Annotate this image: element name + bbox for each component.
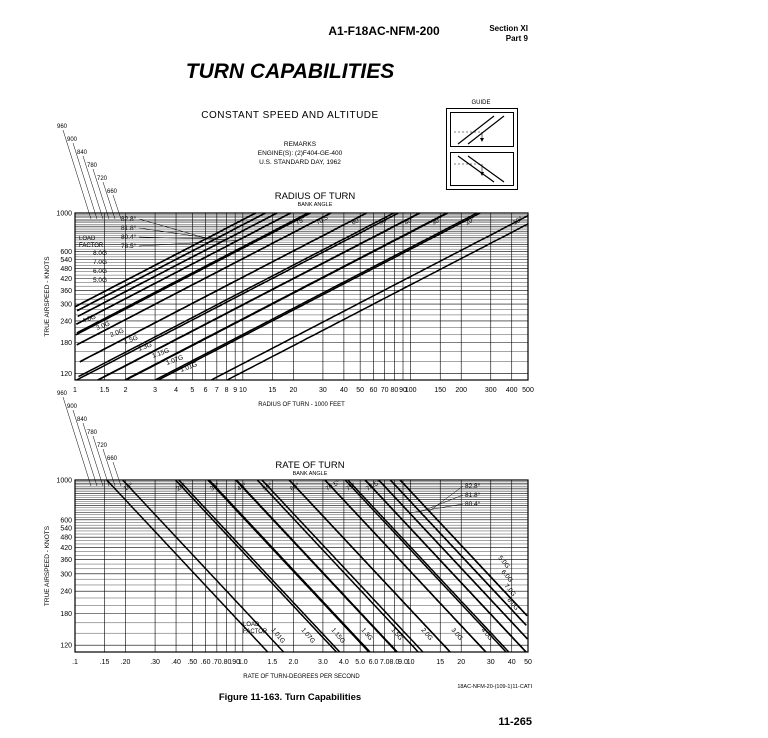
rate-speed-label: 900	[67, 404, 78, 410]
rate-x-tick: 40	[507, 659, 516, 666]
radius-bank-label: 70.5°	[314, 213, 332, 227]
rate-x-tick: 5.0	[355, 659, 366, 666]
radius-load-label: 6.0G	[93, 268, 108, 275]
rate-x-label: RATE OF TURN-DEGREES PER SECOND	[243, 674, 360, 680]
rate-y-tick: 600	[60, 517, 72, 525]
radius-load-title: FACTOR	[79, 243, 104, 249]
radius-speed-label: 720	[97, 176, 108, 182]
rate-x-tick: .20	[120, 659, 131, 666]
radius-x-tick: 4	[174, 387, 179, 394]
rate-y-tick: 360	[60, 557, 72, 565]
rate-y-tick: 420	[60, 545, 72, 553]
radius-y-tick: 120	[60, 370, 72, 378]
page-title: TURN CAPABILITIES	[185, 60, 395, 83]
rate-load-label: 5.0G	[496, 554, 511, 571]
radius-bank-label: 50°	[377, 215, 390, 227]
rate-load-title: LOAD	[243, 622, 260, 628]
rate-x-tick: .30	[150, 659, 160, 666]
radius-speed-label: 660	[107, 189, 118, 195]
rate-title: RATE OF TURN	[275, 460, 345, 471]
radius-x-tick: 20	[289, 387, 298, 394]
rate-y-tick: 540	[60, 525, 72, 533]
rate-x-tick: .90	[230, 659, 241, 666]
radius-bank-label: 60°	[350, 215, 363, 227]
rate-x-tick: 1.0	[237, 659, 248, 666]
rate-x-tick: 30	[486, 659, 495, 666]
rate-speed-label: 720	[97, 443, 108, 449]
radius-x-tick: 9	[233, 387, 238, 394]
rate-load-label: 7.0G	[502, 582, 517, 599]
radius-y-tick: 480	[60, 266, 72, 274]
rate-speed-leader	[63, 397, 91, 486]
rate-load-label: 8.0G	[505, 596, 520, 613]
radius-y-tick: 360	[60, 287, 72, 295]
rate-bank-label: 60°	[288, 481, 302, 493]
radius-load-label: 4.0G	[81, 313, 97, 325]
rate-y-tick: 240	[60, 588, 72, 596]
radius-x-tick: 8	[224, 387, 229, 394]
radius-load-label: 3.0G	[95, 320, 111, 332]
rate-x-tick: 9.0	[398, 659, 408, 666]
rate-load-line	[400, 480, 527, 616]
rate-bank-label: 78.5°	[365, 479, 382, 493]
page-number: 11-265	[498, 716, 532, 728]
rate-x-tick: .60	[200, 659, 211, 666]
radius-x-tick: 500	[522, 387, 534, 394]
radius-load-label: 2.0G	[109, 327, 125, 339]
rate-x-tick: 6.0	[368, 659, 379, 666]
radius-x-tick: 80	[390, 387, 399, 394]
document-id: A1-F18AC-NFM-200	[328, 24, 440, 38]
rate-speed-label: 660	[107, 456, 118, 462]
rate-bank-label: 75°	[344, 481, 357, 493]
radius-y-tick: 300	[60, 301, 72, 309]
rate-speed-label: 780	[87, 430, 98, 436]
rate-x-tick: 1.5	[267, 659, 278, 666]
radius-bank-label: 20°	[464, 215, 477, 227]
radius-x-tick: 100	[404, 387, 417, 394]
remarks-label: REMARKS	[283, 141, 317, 148]
rate-x-tick: .1	[72, 659, 78, 666]
radius-speed-leader	[63, 130, 91, 219]
radius-speed-label: 780	[87, 163, 98, 169]
radius-speed-leader	[113, 195, 121, 219]
remarks-engines: ENGINE(S): (2)F404-GE-400	[257, 150, 343, 157]
radius-bank-label: 75°	[294, 215, 307, 227]
radius-bank-label: 30°	[430, 215, 443, 227]
radius-high-bank-label: 82.8°	[121, 216, 137, 223]
radius-load-label: 5.0G	[93, 277, 108, 284]
chart-subtitle: CONSTANT SPEED AND ALTITUDE	[201, 110, 379, 121]
rate-x-tick: 3.0	[318, 659, 328, 666]
radius-x-tick: 150	[434, 387, 447, 394]
rate-y-tick: 480	[60, 534, 72, 542]
rate-x-tick: 7.0	[379, 659, 390, 666]
remarks-atmosphere: U.S. STANDARD DAY, 1962	[259, 159, 341, 166]
radius-load-label: 7.0G	[93, 259, 108, 266]
rate-x-tick: 20	[457, 659, 466, 666]
rate-y-tick: 300	[60, 571, 72, 579]
radius-title: RADIUS OF TURN	[274, 191, 356, 202]
rate-load-label: 1.01G	[269, 626, 287, 645]
radius-high-bank-label: 81.8°	[121, 225, 137, 232]
radius-speed-label: 900	[67, 137, 78, 143]
rate-y-tick: 120	[60, 642, 72, 650]
rate-y-tick: 1000	[56, 477, 72, 485]
radius-speed-label: 960	[57, 124, 68, 130]
radius-x-tick: 60	[369, 387, 378, 394]
radius-x-tick: 6	[203, 387, 208, 394]
rate-load-label: 1.3G	[359, 626, 374, 643]
radius-x-tick: 70	[380, 387, 389, 394]
radius-x-tick: 15	[268, 387, 277, 394]
rate-x-tick: .50	[187, 659, 198, 666]
radius-load-label: 1.3G	[137, 341, 153, 353]
radius-load-label: 1.07G	[165, 354, 185, 367]
radius-x-tick: 30	[319, 387, 327, 394]
rate-x-tick: 2.0	[288, 659, 299, 666]
rate-load-label: 4.0G	[479, 626, 494, 643]
figure-caption: Figure 11-163. Turn Capabilities	[218, 692, 362, 703]
radius-y-tick: 420	[60, 276, 72, 284]
rate-speed-leader	[113, 462, 121, 486]
section-label: Section XI	[489, 24, 528, 33]
rate-bank-label: 10°	[122, 481, 135, 493]
radius-load-title: LOAD	[79, 236, 96, 242]
radius-high-bank-leader	[139, 237, 226, 239]
rate-load-label: 1.07G	[299, 626, 317, 645]
radius-x-tick: 90	[399, 387, 407, 394]
radius-x-tick: 2	[123, 387, 128, 394]
radius-x-tick: 200	[455, 387, 468, 394]
radius-x-tick: 7	[214, 387, 219, 394]
footer-code: 18AC-NFM-20-(109-1)11-CATI	[457, 684, 532, 690]
rate-load-label: 1.5G	[389, 626, 404, 643]
rate-title-sub: BANK ANGLE	[292, 471, 328, 477]
rate-high-bank-label: 82.8°	[465, 483, 481, 490]
rate-bank-label: 20°	[175, 481, 188, 493]
rate-x-tick: 50	[524, 659, 532, 666]
rate-load-label: 1.15G	[329, 626, 347, 645]
radius-x-tick: 40	[339, 387, 348, 394]
rate-bank-label: 40°	[236, 481, 249, 493]
radius-x-tick: 300	[484, 387, 497, 394]
radius-y-tick: 1000	[56, 210, 72, 218]
guide-label: GUIDE	[471, 100, 491, 106]
rate-x-tick: 4.0	[339, 659, 349, 666]
radius-x-tick: 1	[73, 387, 77, 394]
rate-bank-label: 30°	[208, 481, 221, 493]
rate-x-tick: .40	[171, 659, 181, 666]
rate-high-bank-label: 80.4°	[465, 501, 481, 508]
part-label: Part 9	[505, 34, 528, 43]
rate-high-bank-leader	[429, 486, 463, 511]
radius-x-tick: 400	[505, 387, 518, 394]
rate-x-tick: .70	[211, 659, 222, 666]
radius-bank-label: 10°	[511, 215, 524, 227]
radius-x-tick: 3	[153, 387, 158, 394]
radius-load-label: 1.5G	[123, 334, 139, 346]
radius-y-tick: 600	[60, 249, 72, 257]
radius-high-bank-label: 78.5°	[121, 243, 137, 250]
rate-bank-label: 50°	[261, 481, 274, 493]
radius-bank-label: 40°	[403, 215, 416, 227]
rate-x-tick: 10	[406, 659, 415, 666]
radius-x-tick: 5	[190, 387, 195, 394]
radius-y-tick: 540	[60, 257, 72, 265]
rate-speed-label: 960	[57, 391, 68, 397]
radius-x-tick: 50	[356, 387, 365, 394]
rate-load-label: 2.0G	[419, 626, 434, 643]
rate-load-label: 3.0G	[449, 626, 464, 643]
rate-speed-label: 840	[77, 417, 88, 423]
radius-x-tick: 10	[238, 387, 247, 394]
rate-y-tick: 180	[60, 611, 72, 619]
radius-load-label: 1.01G	[179, 361, 199, 374]
radius-y-tick: 240	[60, 318, 72, 326]
rate-x-tick: .80	[221, 659, 232, 666]
rate-load-label: 6.0G	[499, 568, 514, 585]
radius-title-sub: BANK ANGLE	[297, 202, 333, 208]
rate-x-tick: 8.0	[389, 659, 400, 666]
radius-y-tick: 180	[60, 340, 72, 348]
radius-load-line	[78, 213, 277, 316]
rate-x-tick: 15	[436, 659, 445, 666]
radius-load-label: 1.15G	[151, 347, 171, 360]
radius-high-bank-leader	[139, 219, 207, 238]
rate-high-bank-label: 81.8°	[465, 492, 481, 499]
rate-bank-label: 70.5°	[324, 479, 342, 493]
radius-speed-label: 840	[77, 150, 88, 156]
rate-y-label: TRUE AIRSPEED - KNOTS	[44, 525, 51, 607]
radius-x-tick: 1.5	[99, 387, 110, 394]
radius-high-bank-label: 80.4°	[121, 234, 137, 241]
radius-load-label: 8.0G	[93, 250, 108, 257]
rate-load-title: FACTOR	[243, 629, 268, 635]
rate-x-tick: .15	[99, 659, 110, 666]
radius-y-label: TRUE AIRSPEED - KNOTS	[44, 256, 51, 337]
radius-x-label: RADIUS OF TURN - 1000 FEET	[258, 402, 345, 408]
